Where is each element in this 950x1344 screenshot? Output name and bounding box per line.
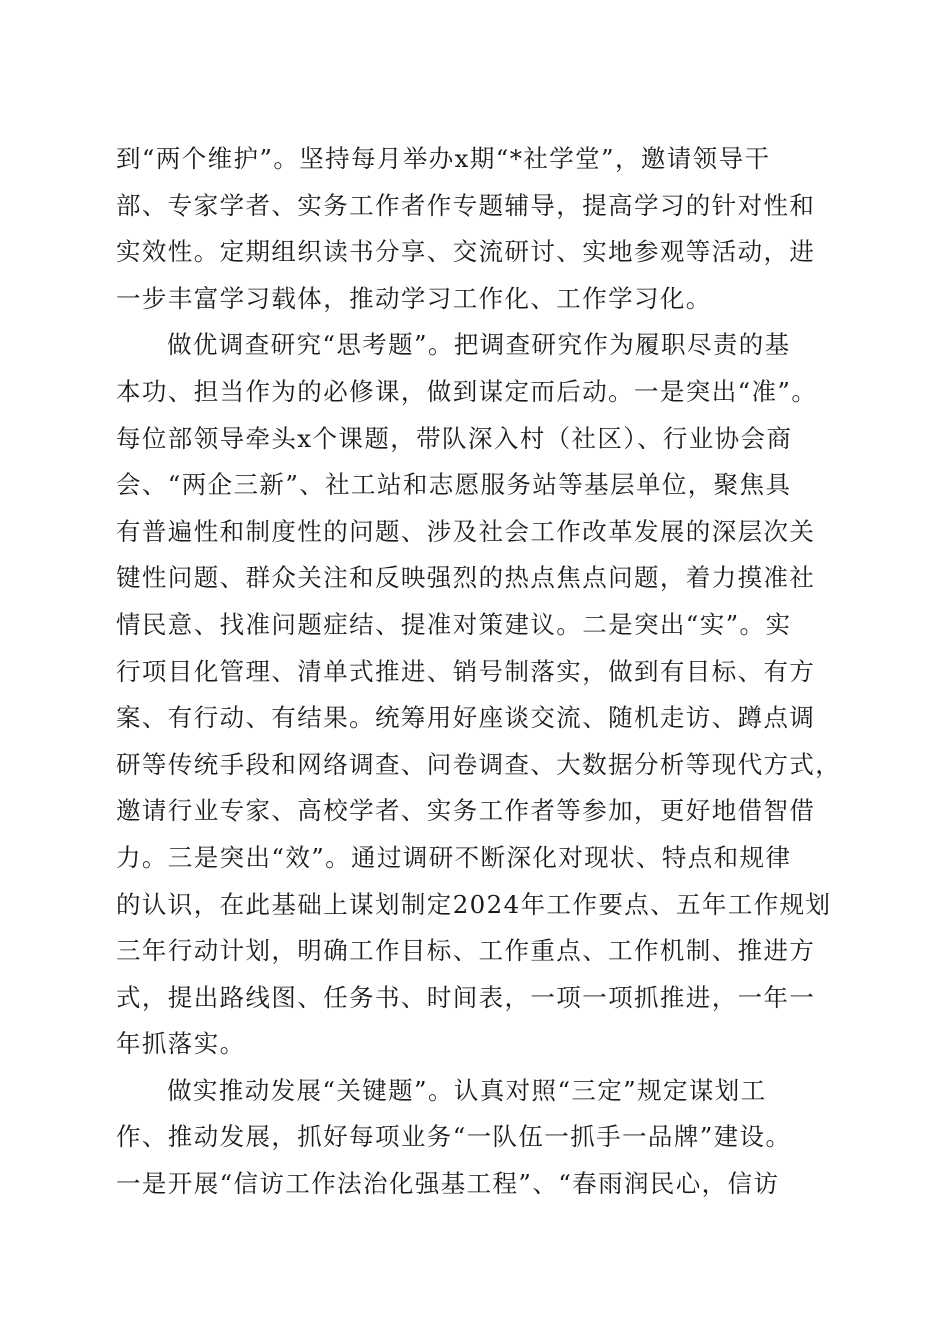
text-line: 有普遍性和制度性的问题、涉及社会工作改革发展的深层次关 (116, 516, 816, 546)
text-line: 作、推动发展，抓好每项业务“一队伍一抓手一品牌”建设。 (116, 1122, 792, 1152)
text-line: 案、有行动、有结果。统筹用好座谈交流、随机走访、蹲点调 (116, 703, 816, 733)
text-line: 一步丰富学习载体，推动学习工作化、工作学习化。 (116, 283, 712, 313)
text-line: 实效性。定期组织读书分享、交流研讨、实地参观等活动，进 (116, 237, 816, 267)
paragraph-continuation (116, 136, 836, 322)
text-line: 行项目化管理、清单式推进、销号制落实，做到有目标、有方 (116, 656, 816, 686)
text-line: 本功、担当作为的必修课，做到谋定而后动。一是突出“准”。 (116, 376, 818, 406)
paragraph-research (116, 322, 842, 1068)
text-line: 的认识，在此基础上谋划制定2024年工作要点、五年工作规划 (116, 889, 832, 919)
text-line: 到“两个维护”。坚持每月举办x期“*社学堂”，邀请领导干 (116, 144, 771, 173)
text-line: 三年行动计划，明确工作目标、工作重点、工作机制、推进方 (116, 936, 816, 966)
paragraph-first-line: 做优调查研究“思考题”。把调查研究作为履职尽责的基 (167, 330, 791, 360)
text-line: 式，提出路线图、任务书、时间表，一项一项抓推进，一年一 (116, 982, 816, 1012)
paragraph-development (116, 1068, 836, 1208)
document-body (116, 136, 842, 1208)
text-line: 每位部领导牵头x个课题，带队深入村（社区）、行业协会商 (116, 423, 793, 453)
text-line: 会、“两企三新”、社工站和志愿服务站等基层单位，聚焦具 (116, 470, 792, 500)
text-line: 力。三是突出“效”。通过调研不断深化对现状、特点和规律 (116, 842, 792, 872)
text-line: 情民意、找准问题症结、提准对策建议。二是突出“实”。实 (116, 609, 792, 639)
text-line: 年抓落实。 (116, 1029, 246, 1059)
text-line: 一是开展“信访工作法治化强基工程”、“春雨润民心，信访 (116, 1169, 780, 1199)
paragraph-first-line: 做实推动发展“关键题”。认真对照“三定”规定谋划工 (167, 1075, 767, 1105)
text-line: 研等传统手段和网络调查、问卷调查、大数据分析等现代方式， (116, 749, 842, 779)
text-line: 邀请行业专家、高校学者、实务工作者等参加，更好地借智借 (116, 796, 816, 826)
text-line: 部、专家学者、实务工作者作专题辅导，提高学习的针对性和 (116, 190, 816, 220)
text-line: 键性问题、群众关注和反映强烈的热点焦点问题，着力摸准社 (116, 563, 816, 593)
